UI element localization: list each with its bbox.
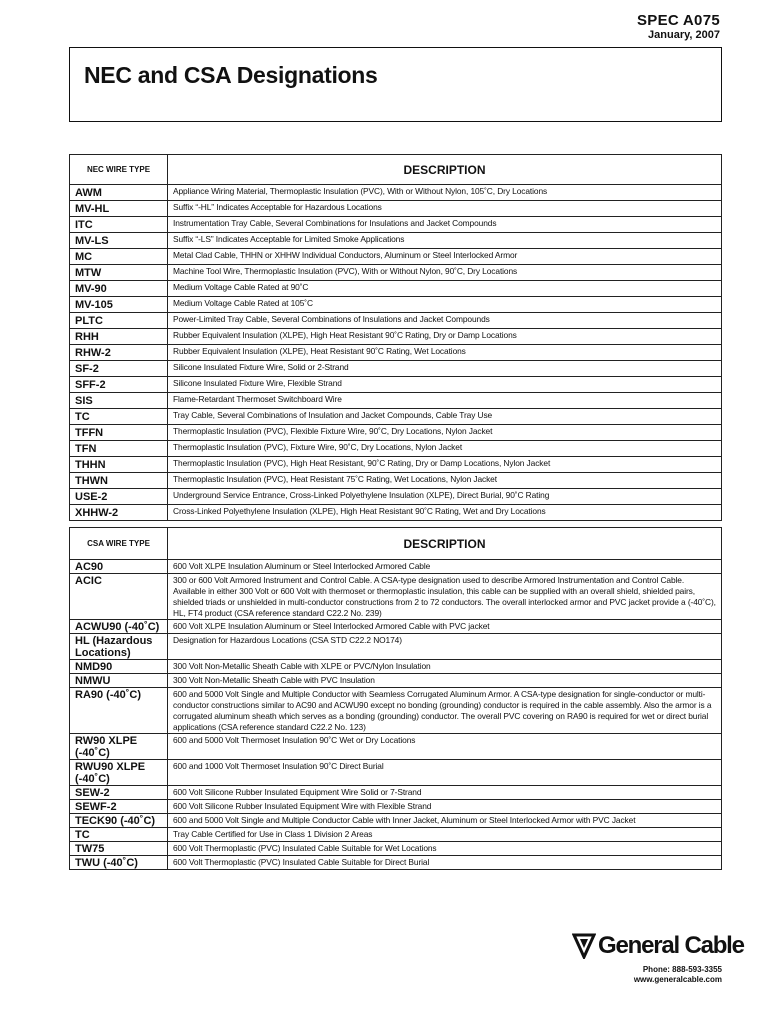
spec-code: SPEC A075 — [636, 12, 720, 29]
wire-type-description: 600 Volt XLPE Insulation Aluminum or Steel Interlocked Armored Cable — [168, 560, 722, 574]
csa-designations-table — [69, 527, 722, 870]
wire-type-code: MV-105 — [70, 297, 168, 313]
table-row — [70, 473, 722, 489]
wire-type-code: NMD90 — [70, 660, 168, 674]
wire-type-description: Thermoplastic Insulation (PVC), Flexible Fixture Wire, 90˚C, Dry Locations, Nylon Jacket — [168, 425, 722, 441]
table-row — [70, 233, 722, 249]
table-row — [70, 265, 722, 281]
table-row — [70, 457, 722, 473]
table-row — [70, 688, 722, 734]
table-row — [70, 786, 722, 800]
wire-type-description: Designation for Hazardous Locations (CSA STD C22.2 NO174) — [168, 634, 722, 660]
wire-type-code: AC90 — [70, 560, 168, 574]
table-row — [70, 760, 722, 786]
wire-type-description: 600 Volt Thermoplastic (PVC) Insulated Cable Suitable for Wet Locations — [168, 842, 722, 856]
wire-type-code: SIS — [70, 393, 168, 409]
table-row — [70, 734, 722, 760]
wire-type-description: Thermoplastic Insulation (PVC), High Heat Resistant, 90˚C Rating, Dry or Damp Locations, Nylon Jacket — [168, 457, 722, 473]
table-header-row — [70, 528, 722, 560]
wire-type-description: Suffix “-HL” Indicates Acceptable for Hazardous Locations — [168, 201, 722, 217]
page-title: NEC and CSA Designations — [84, 62, 378, 88]
wire-type-description: Rubber Equivalent Insulation (XLPE), Heat Resistant 90˚C Rating, Wet Locations — [168, 345, 722, 361]
website-link: www.generalcable.com — [633, 975, 722, 984]
table-row — [70, 249, 722, 265]
wire-type-code: SF-2 — [70, 361, 168, 377]
wire-type-description: Silicone Insulated Fixture Wire, Solid or 2-Strand — [168, 361, 722, 377]
nec-designations-table — [69, 154, 722, 521]
wire-type-description: 600 and 5000 Volt Single and Multiple Conductor Cable with Inner Jacket, Aluminum or Steel Interlocked Armor with PVC Jacket — [168, 814, 722, 828]
table-row — [70, 814, 722, 828]
wire-type-code: MTW — [70, 265, 168, 281]
wire-type-code: RHH — [70, 329, 168, 345]
nec-type-header: NEC WIRE TYPE — [70, 155, 168, 185]
wire-type-description: Thermoplastic Insulation (PVC), Heat Resistant 75˚C Rating, Wet Locations, Nylon Jacket — [168, 473, 722, 489]
wire-type-description: 600 Volt Thermoplastic (PVC) Insulated Cable Suitable for Direct Burial — [168, 856, 722, 870]
table-row — [70, 297, 722, 313]
wire-type-description: Medium Voltage Cable Rated at 90˚C — [168, 281, 722, 297]
wire-type-description: Metal Clad Cable, THHN or XHHW Individual Conductors, Aluminum or Steel Interlocked Armor — [168, 249, 722, 265]
table-row — [70, 828, 722, 842]
wire-type-code: THHN — [70, 457, 168, 473]
wire-type-description: Rubber Equivalent Insulation (XLPE), High Heat Resistant 90˚C Rating, Dry or Damp Locations — [168, 329, 722, 345]
table-row — [70, 856, 722, 870]
wire-type-description: Power-Limited Tray Cable, Several Combinations of Insulations and Jacket Compounds — [168, 313, 722, 329]
wire-type-code: XHHW-2 — [70, 505, 168, 521]
table-header-row — [70, 155, 722, 185]
table-row — [70, 489, 722, 505]
wire-type-code: TC — [70, 409, 168, 425]
wire-type-description: Instrumentation Tray Cable, Several Combinations for Insulations and Jacket Compounds — [168, 217, 722, 233]
wire-type-code: TW75 — [70, 842, 168, 856]
table-row — [70, 217, 722, 233]
wire-type-code: ACIC — [70, 574, 168, 620]
wire-type-code: TFN — [70, 441, 168, 457]
wire-type-description: 600 Volt Silicone Rubber Insulated Equipment Wire with Flexible Strand — [168, 800, 722, 814]
wire-type-description: 300 or 600 Volt Armored Instrument and Control Cable. A CSA-type designation used to describe Armored Instrumentation and Control Cable. Available in either 300 Volt or 600 Volt with thermoset or thermoplastic insulation, this cable can be supplied with an overall shield, shielded pairs, shielded triads or unshielded in multi-conductor constructions from 2 to 72 conductors. The overall interlocked armor and PVC jacket provide a (-40˚C), HL, FT4 product (CSA reference standard C22.2 No. 239) — [168, 574, 722, 620]
table-row — [70, 660, 722, 674]
wire-type-code: PLTC — [70, 313, 168, 329]
table-row — [70, 842, 722, 856]
nec-description-header: DESCRIPTION — [168, 155, 722, 185]
table-row — [70, 620, 722, 634]
phone-number: Phone: 888-593-3355 — [642, 965, 722, 974]
table-row — [70, 329, 722, 345]
table-row — [70, 281, 722, 297]
wire-type-code: USE-2 — [70, 489, 168, 505]
logo-shield-icon — [572, 933, 596, 959]
wire-type-description: Machine Tool Wire, Thermoplastic Insulation (PVC), With or Without Nylon, 90˚C, Dry Locations — [168, 265, 722, 281]
wire-type-code: SEWF-2 — [70, 800, 168, 814]
wire-type-description: Appliance Wiring Material, Thermoplastic Insulation (PVC), With or Without Nylon, 105˚C, Dry Locations — [168, 185, 722, 201]
table-row — [70, 441, 722, 457]
wire-type-code: TWU (-40˚C) — [70, 856, 168, 870]
wire-type-description: Tray Cable Certified for Use in Class 1 Division 2 Areas — [168, 828, 722, 842]
table-row — [70, 425, 722, 441]
wire-type-description: Suffix “-LS” Indicates Acceptable for Limited Smoke Applications — [168, 233, 722, 249]
wire-type-code: MV-HL — [70, 201, 168, 217]
wire-type-description: Underground Service Entrance, Cross-Linked Polyethylene Insulation (XLPE), Direct Burial, 90˚C Rating — [168, 489, 722, 505]
table-row — [70, 574, 722, 620]
wire-type-description: Tray Cable, Several Combinations of Insulation and Jacket Compounds, Cable Tray Use — [168, 409, 722, 425]
logo-wordmark: General Cable — [598, 932, 744, 959]
wire-type-description: 600 Volt XLPE Insulation Aluminum or Steel Interlocked Armored Cable with PVC jacket — [168, 620, 722, 634]
csa-description-header: DESCRIPTION — [168, 528, 722, 560]
wire-type-code: TC — [70, 828, 168, 842]
table-row — [70, 560, 722, 574]
wire-type-code: SFF-2 — [70, 377, 168, 393]
csa-type-header: CSA WIRE TYPE — [70, 528, 168, 560]
wire-type-code: RW90 XLPE (-40˚C) — [70, 734, 168, 760]
spec-header — [637, 13, 720, 41]
wire-type-code: RWU90 XLPE (-40˚C) — [70, 760, 168, 786]
general-cable-logo — [572, 932, 744, 960]
wire-type-description: 600 and 5000 Volt Single and Multiple Conductor with Seamless Corrugated Aluminum Armor. A CSA-type designation for single-conductor or multi-conductor constructions similar to AC90 and ACWU90 except no bonding (grounding) conductor is required in the cable assembly. Also the armor is a corrugated aluminum sheath which serves as a bonding (grounding) conductor. The overall PVC covering on RA90 is required for wet or direct burial applications (CSA reference standard C22.2 No. 123) — [168, 688, 722, 734]
wire-type-description: Silicone Insulated Fixture Wire, Flexible Strand — [168, 377, 722, 393]
wire-type-code: RA90 (-40˚C) — [70, 688, 168, 734]
contact-info — [634, 965, 722, 985]
wire-type-description: 600 and 5000 Volt Thermoset Insulation 90˚C Wet or Dry Locations — [168, 734, 722, 760]
nec-table-body — [70, 185, 722, 521]
wire-type-code: MC — [70, 249, 168, 265]
spec-date: January, 2007 — [648, 29, 720, 41]
wire-type-code: HL (Hazardous Locations) — [70, 634, 168, 660]
title-box — [69, 47, 722, 122]
wire-type-description: Flame-Retardant Thermoset Switchboard Wire — [168, 393, 722, 409]
wire-type-description: 300 Volt Non-Metallic Sheath Cable with PVC Insulation — [168, 674, 722, 688]
wire-type-code: RHW-2 — [70, 345, 168, 361]
table-row — [70, 634, 722, 660]
wire-type-code: TECK90 (-40˚C) — [70, 814, 168, 828]
wire-type-code: NMWU — [70, 674, 168, 688]
wire-type-code: ITC — [70, 217, 168, 233]
wire-type-code: ACWU90 (-40˚C) — [70, 620, 168, 634]
wire-type-description: 600 and 1000 Volt Thermoset Insulation 90˚C Direct Burial — [168, 760, 722, 786]
wire-type-description: 300 Volt Non-Metallic Sheath Cable with XLPE or PVC/Nylon Insulation — [168, 660, 722, 674]
wire-type-code: MV-LS — [70, 233, 168, 249]
table-row — [70, 674, 722, 688]
table-row — [70, 313, 722, 329]
wire-type-code: TFFN — [70, 425, 168, 441]
wire-type-code: THWN — [70, 473, 168, 489]
wire-type-description: Thermoplastic Insulation (PVC), Fixture Wire, 90˚C, Dry Locations, Nylon Jacket — [168, 441, 722, 457]
table-row — [70, 345, 722, 361]
table-row — [70, 361, 722, 377]
table-row — [70, 201, 722, 217]
wire-type-description: Medium Voltage Cable Rated at 105˚C — [168, 297, 722, 313]
table-row — [70, 409, 722, 425]
wire-type-description: Cross-Linked Polyethylene Insulation (XLPE), High Heat Resistant 90˚C Rating, Wet and Dry Locations — [168, 505, 722, 521]
table-row — [70, 505, 722, 521]
csa-table-body — [70, 560, 722, 870]
wire-type-description: 600 Volt Silicone Rubber Insulated Equipment Wire Solid or 7-Strand — [168, 786, 722, 800]
table-row — [70, 377, 722, 393]
wire-type-code: SEW-2 — [70, 786, 168, 800]
table-row — [70, 185, 722, 201]
wire-type-code: AWM — [70, 185, 168, 201]
wire-type-code: MV-90 — [70, 281, 168, 297]
table-row — [70, 393, 722, 409]
table-row — [70, 800, 722, 814]
